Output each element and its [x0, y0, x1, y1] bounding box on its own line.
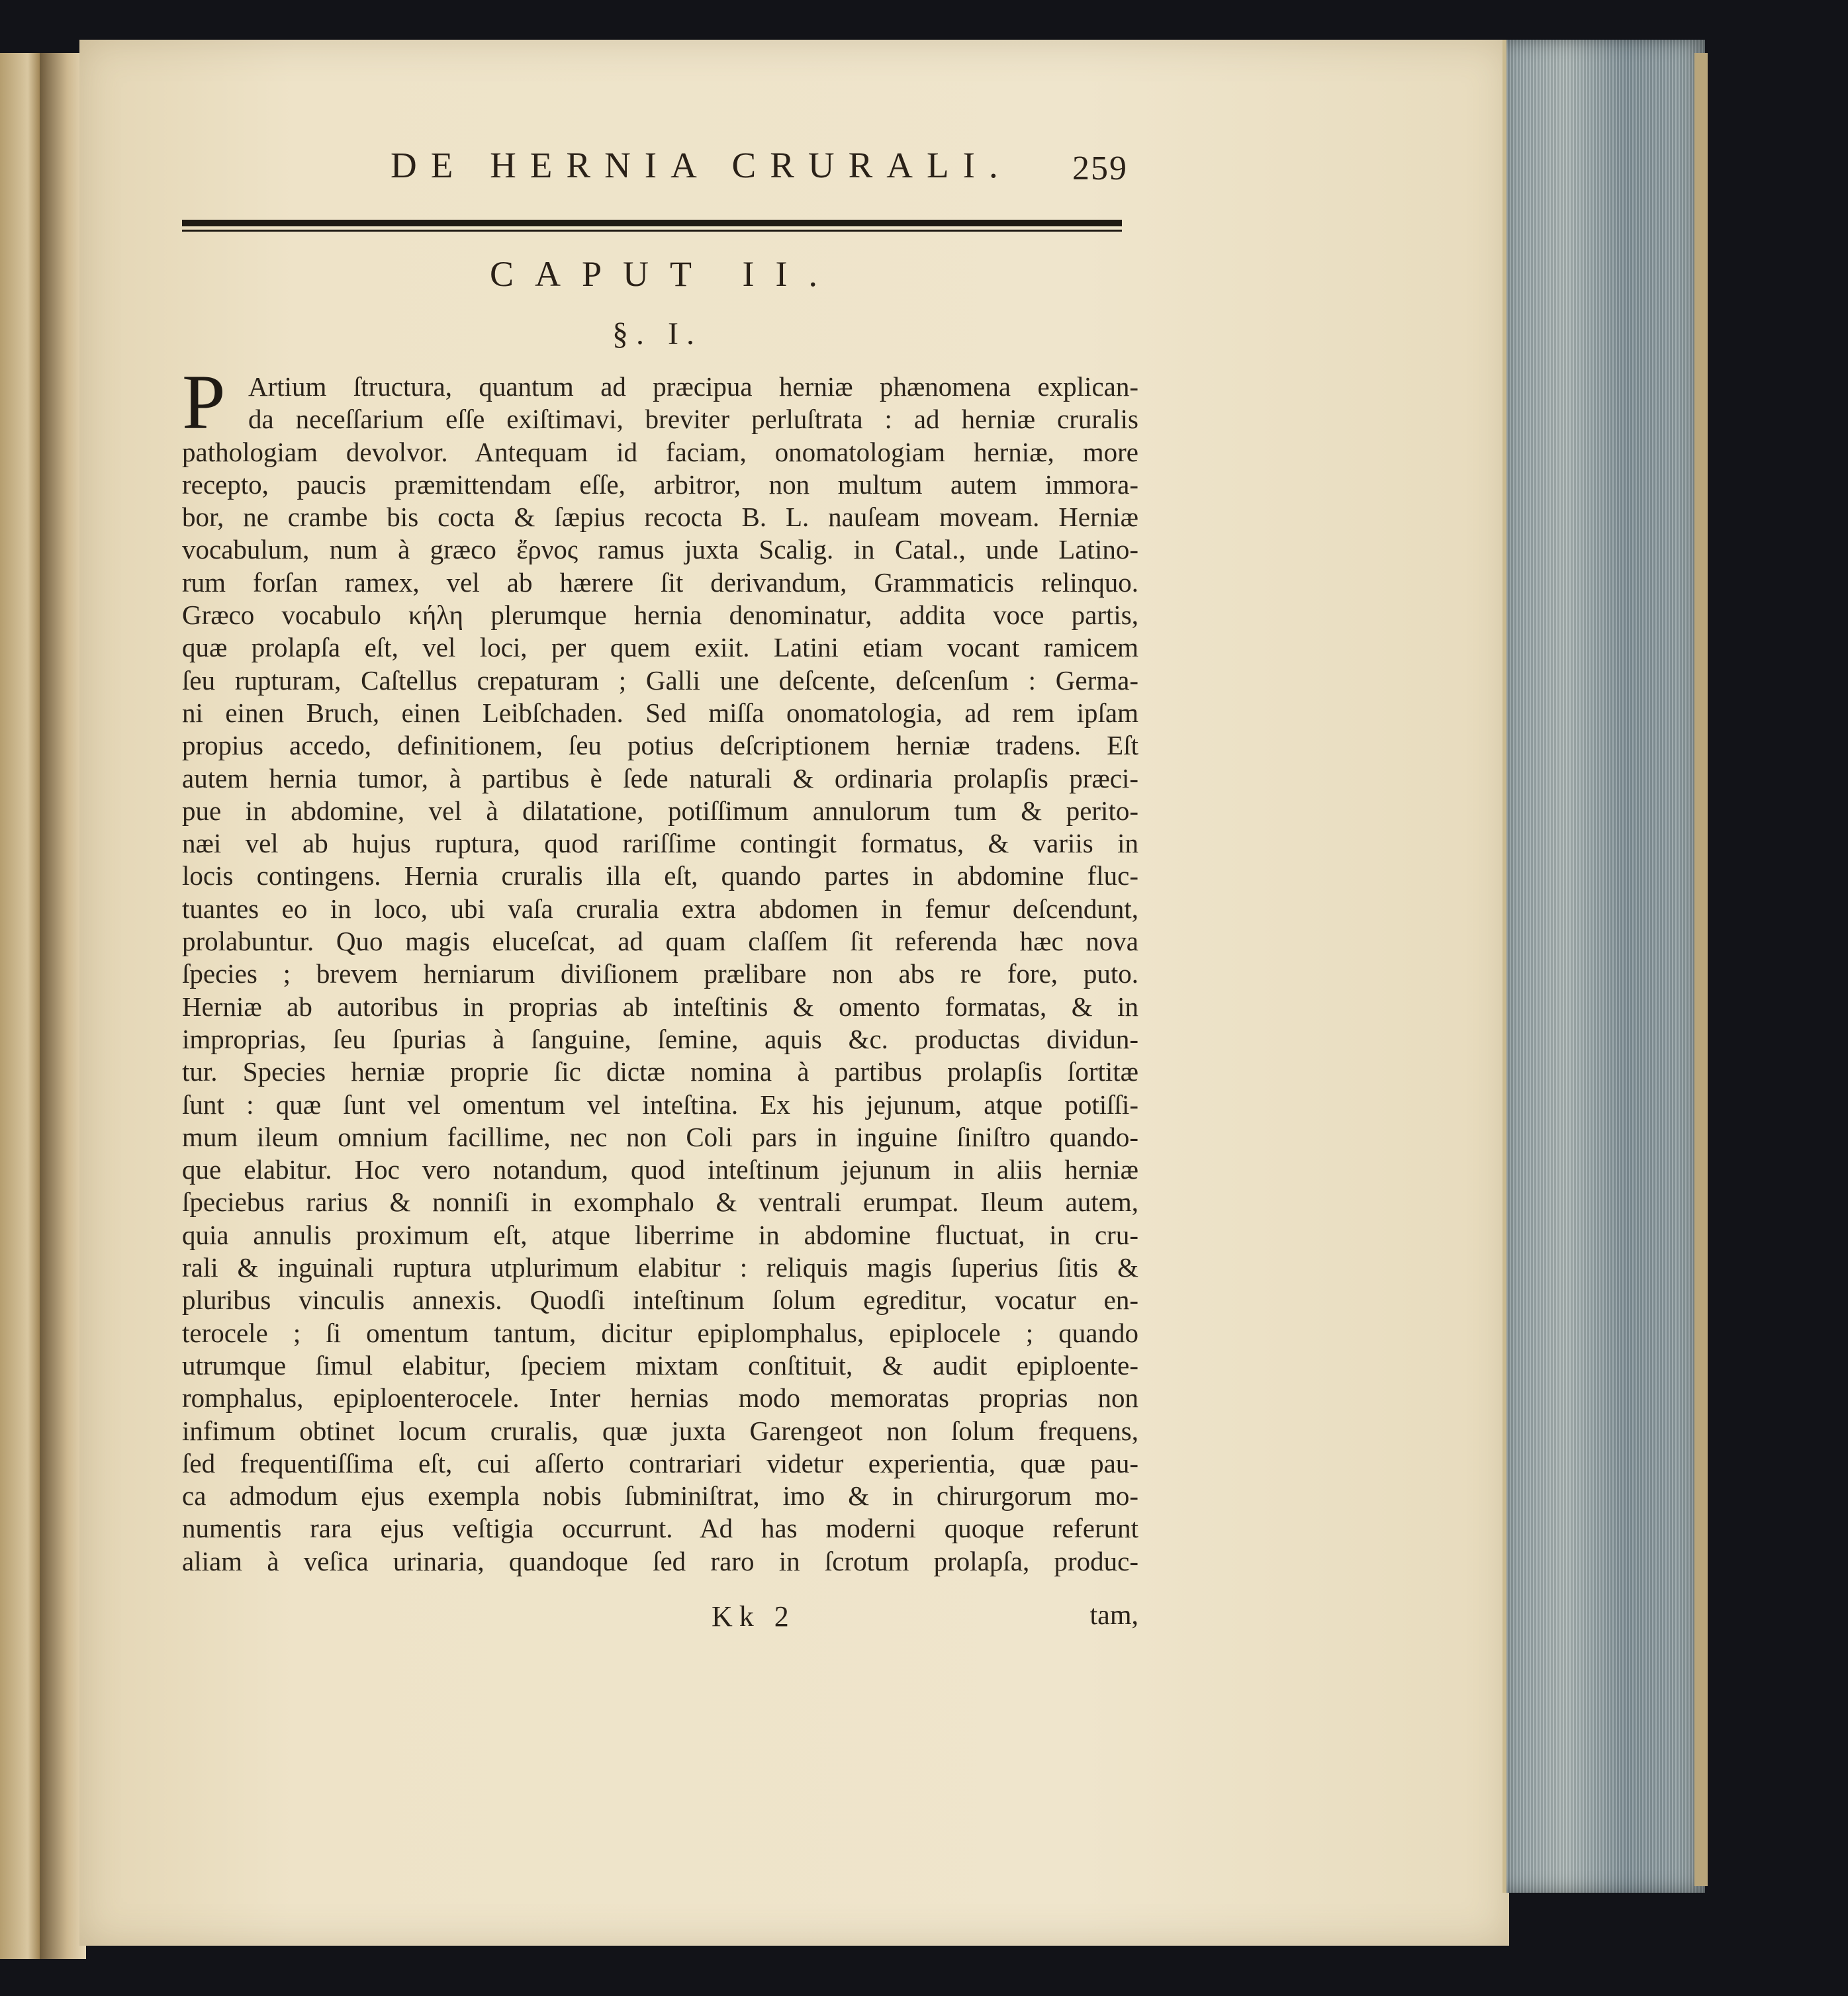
text-line: ſunt : quæ ſunt vel omentum vel inteſtina. Ex his jejunum, atque potiſſi- — [182, 1089, 1138, 1120]
text-line: improprias, ſeu ſpurias à ſanguine, ſemine, aquis &c. productas dividun- — [182, 1023, 1138, 1054]
text-line: tur. Species herniæ proprie ſic dictæ nomina à partibus prolapſis ſortitæ — [182, 1056, 1138, 1087]
text-line: ſpecies ; brevem herniarum diviſionem prælibare non abs re fore, puto. — [182, 958, 1138, 989]
text-line: quia annulis proximum eſt, atque liberrime in abdomine fluctuat, in cru- — [182, 1219, 1138, 1250]
text-line: infimum obtinet locum cruralis, quæ juxta Garengeot non ſolum frequens, — [182, 1415, 1138, 1446]
body-text — [182, 359, 1138, 1578]
text-line: autem hernia tumor, à partibus è ſede naturali & ordinaria prolapſis præci- — [182, 762, 1138, 794]
text-line: numentis rara ejus veſtigia occurrunt. Ad has moderni quoque referunt — [182, 1513, 1138, 1544]
header-rule-thick — [182, 220, 1122, 226]
text-line: ſed frequentiſſima eſt, cui aſſerto contrariari videtur experientia, quæ pau- — [182, 1447, 1138, 1478]
text-line: da neceſſarium eſſe exiſtimavi, breviter perluſtrata : ad herniæ cruralis — [248, 404, 1138, 435]
text-line: tuantes eo in loco, ubi vaſa cruralia extra abdomen in femur deſcendunt, — [182, 893, 1138, 924]
text-line: pue in abdomine, vel à dilatatione, potiſſimum annulorum tum & perito- — [182, 795, 1138, 826]
text-line: rali & inguinali ruptura utplurimum elabitur : reliquis magis ſuperius ſitis & — [182, 1252, 1138, 1283]
text-line: propius accedo, definitionem, ſeu potius deſcriptionem herniæ tradens. Eſt — [182, 730, 1138, 761]
text-line: mum ileum omnium facillime, nec non Coli pars in inguine ſiniſtro quando- — [182, 1121, 1138, 1152]
text-line: utrumque ſimul elabitur, ſpeciem mixtam conſtituit, & audit epiploente- — [182, 1349, 1138, 1381]
text-line: næi vel ab hujus ruptura, quod rariſſime contingit formatus, & variis in — [182, 828, 1138, 859]
text-line: bor, ne crambe bis cocta & ſæpius recocta B. L. nauſeam moveam. Herniæ — [182, 502, 1138, 533]
page-number: 259 — [1072, 150, 1128, 187]
text-line: ſpeciebus rarius & nonniſi in exomphalo & ventrali erumpat. Ileum autem, — [182, 1187, 1138, 1218]
section-mark: §. I. — [612, 316, 702, 351]
text-line: pluribus vinculis annexis. Quodſi inteſtinum ſolum egreditur, vocatur en- — [182, 1285, 1138, 1316]
text-line: recepto, paucis præmittendam eſſe, arbitror, non multum autem immora- — [182, 469, 1138, 500]
text-line: aliam à veſica urinaria, quandoque ſed raro in ſcrotum prolapſa, produc- — [182, 1545, 1138, 1576]
text-line: terocele ; ſi omentum tantum, dicitur epiplomphalus, epiplocele ; quando — [182, 1317, 1138, 1348]
text-line: prolabuntur. Quo magis eluceſcat, ad quam claſſem ſit referenda hæc nova — [182, 926, 1138, 957]
cover-edge — [1694, 53, 1708, 1886]
text-line: ca admodum ejus exempla nobis ſubminiſtrat, imo & in chirurgorum mo- — [182, 1480, 1138, 1512]
text-line: ſeu rupturam, Caſtellus crepaturam ; Galli une deſcente, deſcenſum : Germa- — [182, 664, 1138, 696]
header-rule — [182, 220, 1122, 233]
page-footer — [182, 1600, 1138, 1633]
page-block-edges — [1502, 40, 1705, 1893]
header-rule-thin — [182, 230, 1122, 232]
left-page-edge — [0, 53, 40, 1959]
signature-mark: Kk 2 — [712, 1600, 796, 1633]
text-line: vocabulum, num à græco ἔρνος ramus juxta Scalig. in Catal., unde Latino- — [182, 534, 1138, 565]
text-line: pathologiam devolvor. Antequam id faciam, onomatologiam herniæ, more — [182, 436, 1138, 467]
text-line: quæ prolapſa eſt, vel loci, per quem exiit. Latini etiam vocant ramicem — [182, 632, 1138, 663]
text-line: Herniæ ab autoribus in proprias ab inteſtinis & omento formatas, & in — [182, 991, 1138, 1022]
text-line: ni einen Bruch, einen Leibſchaden. Sed miſſa onomatologia, ad rem ipſam — [182, 697, 1138, 728]
drop-cap: P — [182, 359, 226, 445]
text-line: que elabitur. Hoc vero notandum, quod inteſtinum jejunum in aliis herniæ — [182, 1154, 1138, 1185]
text-line: Artium ſtructura, quantum ad præcipua herniæ phænomena explican- — [248, 371, 1138, 402]
text-line: romphalus, epiploenterocele. Inter hernias modo memoratas proprias non — [182, 1383, 1138, 1414]
chapter-title: CAPUT II. — [490, 254, 839, 294]
text-line: locis contingens. Hernia cruralis illa eſt, quando partes in abdomine fluc- — [182, 860, 1138, 891]
catchword: tam, — [1089, 1600, 1138, 1631]
text-line: Græco vocabulo κήλη plerumque hernia denominatur, addita voce partis, — [182, 600, 1138, 631]
text-line: rum forſan ramex, vel ab hærere ſit derivandum, Grammaticis relinquo. — [182, 567, 1138, 598]
running-head: DE HERNIA CRURALI. — [391, 145, 1012, 185]
